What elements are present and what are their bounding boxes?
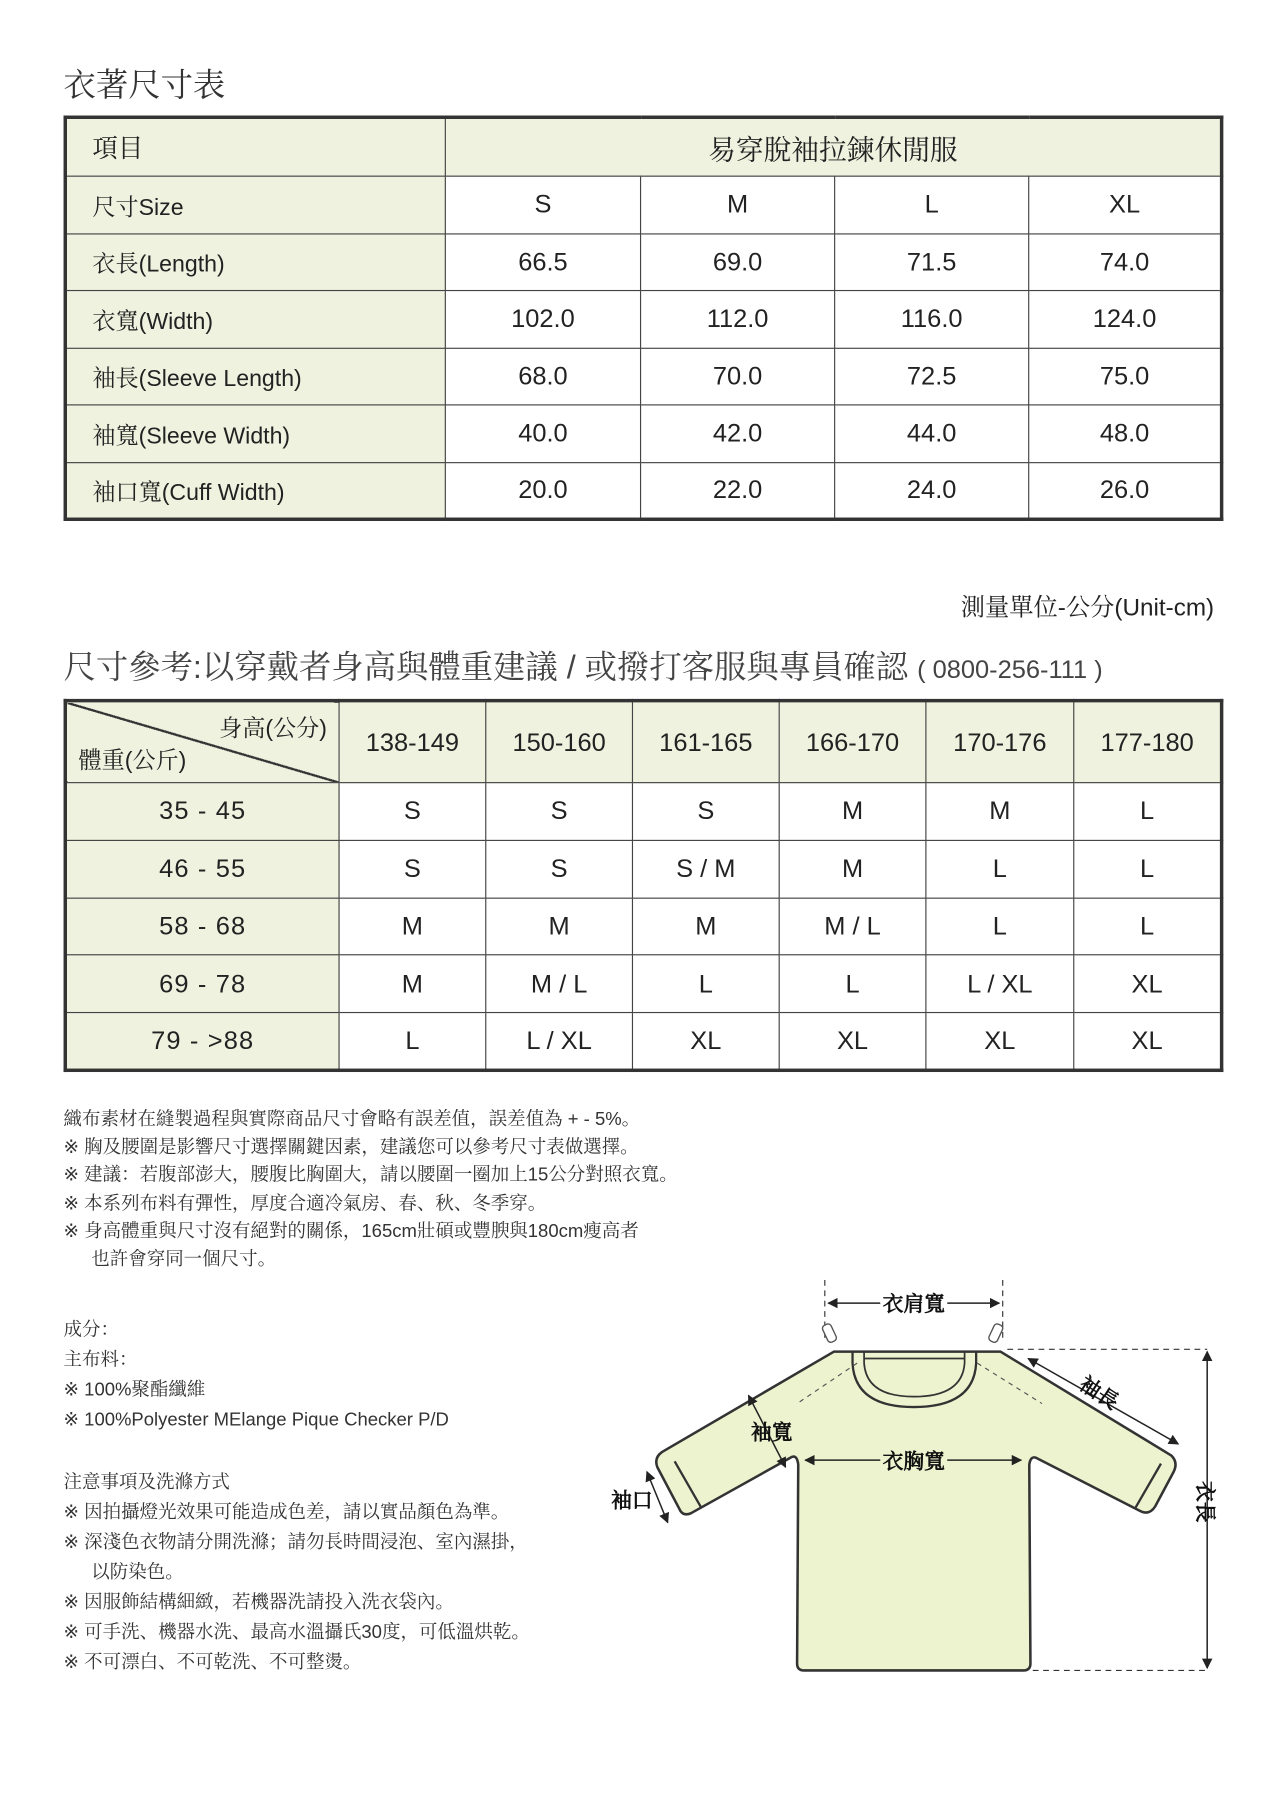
note-line: 也許會穿同一個尺寸。 (91, 1249, 277, 1270)
composition-line: ※ 100%聚酯纖維 (63, 1380, 206, 1401)
recommended-size: L (926, 840, 1074, 898)
recommended-size: L (1074, 783, 1222, 841)
care-line: ※ 因服飾結構細緻，若機器洗請投入洗衣袋內。 (63, 1593, 454, 1613)
product-name: 易穿脫袖拉鍊休閒服 (445, 117, 1221, 176)
height-range-header: 170-176 (926, 701, 1074, 783)
composition-section (64, 1316, 449, 1436)
height-header: 身高(公分) (219, 716, 327, 742)
measurement-value: 102.0 (445, 291, 640, 348)
measurement-notes (64, 1107, 678, 1275)
height-header-row (65, 701, 1221, 783)
customer-service-phone: ( 0800-256-111 ) (917, 654, 1103, 684)
table-row (65, 348, 1221, 405)
recommended-size: M (926, 783, 1074, 841)
care-line: ※ 因拍攝燈光效果可能造成色差，請以實品顏色為準。 (63, 1502, 510, 1523)
size-reference-table (64, 699, 1224, 1072)
recommended-size: XL (779, 1013, 926, 1071)
recommended-size: S (632, 783, 779, 841)
item-label: 項目 (65, 117, 445, 176)
measurement-value: 116.0 (835, 291, 1029, 348)
length-label: 衣長 (1192, 1480, 1217, 1523)
weight-range-label: 35 - 45 (65, 783, 339, 841)
weight-range-label: 58 - 68 (65, 898, 339, 956)
size-header: M (641, 176, 835, 233)
recommended-size: L (1074, 898, 1222, 956)
measurement-value: 74.0 (1029, 233, 1222, 290)
measurement-value: 70.0 (641, 348, 835, 405)
size-chart-table (64, 116, 1224, 521)
shoulder-width-label: 衣肩寬 (882, 1292, 945, 1317)
recommended-size: M / L (779, 898, 926, 956)
care-heading: 注意事項及洗滌方式 (63, 1472, 230, 1493)
size-reference-heading: 尺寸參考:以穿戴者身高與體重建議 / 或撥打客服與專員確認 (63, 649, 909, 686)
measurement-value: 20.0 (445, 462, 640, 519)
care-instructions (64, 1468, 530, 1678)
clip-icon (821, 1323, 837, 1344)
recommended-size: S (486, 840, 633, 898)
composition-line: 成分： (63, 1320, 120, 1341)
measurement-value: 71.5 (835, 233, 1029, 290)
table-row (65, 405, 1221, 462)
note-line: ※ 身高體重與尺寸沒有絕對的關係，165cm壯碩或豐腴與180cm瘦高者 (63, 1221, 639, 1242)
recommended-size: L (1074, 840, 1222, 898)
measurement-value: 72.5 (835, 348, 1029, 405)
measurement-value: 69.0 (641, 233, 835, 290)
recommended-size: L / XL (926, 955, 1074, 1013)
measurement-value: 124.0 (1029, 291, 1222, 348)
care-line: ※ 不可漂白、不可乾洗、不可整燙。 (63, 1653, 362, 1673)
recommended-size: M (779, 840, 926, 898)
measurement-value: 66.5 (445, 233, 640, 290)
measurement-value: 40.0 (445, 405, 640, 462)
table-row (65, 462, 1221, 519)
note-line: 織布素材在縫製過程與實際商品尺寸會略有誤差值，誤差值為 + - 5%。 (63, 1110, 641, 1130)
recommended-size: S (339, 783, 486, 841)
table-row (65, 291, 1221, 348)
measurement-label: 袖長(Sleeve Length) (65, 348, 445, 405)
table-row (65, 955, 1221, 1013)
measurement-label: 袖寬(Sleeve Width) (65, 405, 445, 462)
recommended-size: M / L (486, 955, 633, 1013)
recommended-size: L (632, 955, 779, 1013)
measurement-label: 袖口寬(Cuff Width) (65, 462, 445, 519)
shirt-measurement-diagram (601, 1271, 1248, 1687)
measurement-label: 衣寬(Width) (65, 291, 445, 348)
recommended-size: XL (1074, 955, 1222, 1013)
recommended-size: M (779, 783, 926, 841)
recommended-size: XL (926, 1013, 1074, 1071)
size-header: XL (1029, 176, 1222, 233)
recommended-size: XL (632, 1013, 779, 1071)
recommended-size: M (632, 898, 779, 956)
table-row (65, 840, 1221, 898)
measurement-value: 42.0 (641, 405, 835, 462)
sleeve-width-label: 袖寬 (750, 1420, 793, 1445)
measurement-value: 68.0 (445, 348, 640, 405)
measurement-value: 75.0 (1029, 348, 1222, 405)
measurement-value: 112.0 (641, 291, 835, 348)
weight-range-label: 79 - >88 (65, 1013, 339, 1071)
recommended-size: S / M (632, 840, 779, 898)
care-line: ※ 可手洗、機器水洗、最高水溫攝氏30度，可低溫烘乾。 (63, 1623, 530, 1643)
note-line: ※ 胸及腰圍是影響尺寸選擇關鍵因素，建議您可以參考尺寸表做選擇。 (63, 1138, 639, 1158)
size-header: S (445, 176, 640, 233)
size-header: L (835, 176, 1029, 233)
recommended-size: M (339, 898, 486, 956)
size-reference-title (64, 642, 1103, 688)
weight-range-label: 69 - 78 (65, 955, 339, 1013)
measurement-value: 44.0 (835, 405, 1029, 462)
cuff-label: 袖口 (611, 1488, 653, 1513)
height-range-header: 177-180 (1074, 701, 1222, 783)
care-line: ※ 深淺色衣物請分開洗滌；請勿長時間浸泡、室內濕掛， (63, 1532, 528, 1553)
height-range-header: 138-149 (339, 701, 486, 783)
recommended-size: L (339, 1013, 486, 1071)
height-range-header: 150-160 (486, 701, 633, 783)
recommended-size: M (339, 955, 486, 1013)
recommended-size: XL (1074, 1013, 1222, 1071)
note-line: ※ 建議：若腹部澎大，腰腹比胸圍大，請以腰圍一圈加上15公分對照衣寬。 (63, 1166, 678, 1186)
note-line: ※ 本系列布料有彈性，厚度合適冷氣房、春、秋、冬季穿。 (63, 1194, 547, 1214)
recommended-size: L (779, 955, 926, 1013)
clip-icon (988, 1323, 1004, 1344)
recommended-size: M (486, 898, 633, 956)
recommended-size: S (486, 783, 633, 841)
care-line: 以防染色。 (91, 1562, 184, 1583)
clip-icons (821, 1323, 1004, 1344)
table-row (65, 1013, 1221, 1071)
measurement-value: 48.0 (1029, 405, 1222, 462)
composition-line: 主布料： (63, 1350, 138, 1371)
table-row (65, 898, 1221, 956)
height-range-header: 166-170 (779, 701, 926, 783)
measurement-value: 22.0 (641, 462, 835, 519)
sleeve-length-label: 袖長 (1075, 1371, 1124, 1415)
measurement-value: 26.0 (1029, 462, 1222, 519)
corner-header (65, 701, 339, 783)
recommended-size: S (339, 840, 486, 898)
size-chart-title: 衣著尺寸表 (63, 67, 226, 103)
measurement-value: 24.0 (835, 462, 1029, 519)
size-label: 尺寸Size (65, 176, 445, 233)
height-range-header: 161-165 (632, 701, 779, 783)
recommended-size: L (926, 898, 1074, 956)
table-header-row (65, 117, 1221, 176)
weight-header: 體重(公斤) (78, 748, 187, 774)
composition-line: ※ 100%Polyester MElange Pique Checker P/D (63, 1410, 449, 1431)
table-row (65, 233, 1221, 290)
chest-width-label: 衣胸寬 (882, 1449, 945, 1474)
measurement-label: 衣長(Length) (65, 233, 445, 290)
size-row (65, 176, 1221, 233)
unit-note: 測量單位-公分(Unit-cm) (960, 594, 1215, 622)
table-row (65, 783, 1221, 841)
recommended-size: L / XL (486, 1013, 633, 1071)
weight-range-label: 46 - 55 (65, 840, 339, 898)
